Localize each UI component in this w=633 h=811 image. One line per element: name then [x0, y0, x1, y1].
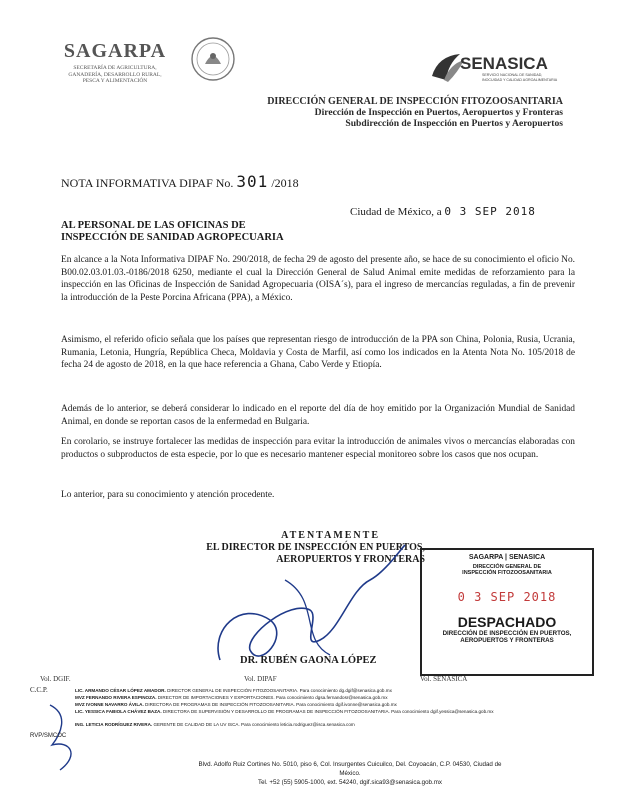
ccp-line — [75, 695, 545, 702]
ccp-label: C.C.P. — [30, 686, 48, 694]
ccp-detail: DIRECTORA DE PROGRAMAS DE INSPECCIÓN FITOZOOSANITARIA. Para conocimiento dgif.ivonne@senasica.gob.mx — [145, 702, 397, 707]
body-paragraph: En corolario, se instruye fortalecer las medidas de inspección para evitar la introducción de animales vivos o mercancías elaboradas con productos o subproductos de esta especie, por lo que es necesario mantener especial monitoreo sobre los casos que nos ocupan. — [61, 437, 575, 460]
footer-address — [190, 760, 510, 787]
ccp-line — [75, 722, 545, 729]
header-line-1: DIRECCIÓN GENERAL DE INSPECCIÓN FITOZOOSANITARIA — [267, 96, 563, 107]
sagarpa-subtitle — [60, 65, 170, 85]
sagarpa-sub-line: SECRETARÍA DE AGRICULTURA, — [73, 65, 157, 71]
recipient-line: AL PERSONAL DE LAS OFICINAS DE — [61, 220, 246, 231]
senasica-wordmark: SENASICA — [460, 54, 548, 73]
nota-number-value: 301 — [236, 172, 269, 191]
ccp-detail: DIRECTORA DE SUPERVISIÓN Y DESARROLLO DE PROGRAMAS DE INSPECCIÓN FITOZOOSANITARIA. Para conocimiento dgif.yessica@senasica.gob.mx — [162, 709, 494, 714]
footer-line: Blvd. Adolfo Ruiz Cortines No. 5010, piso 6, Col. Insurgentes Cuicuilco, Del. Coyoacán, C.P. 04530, Ciudad de México. — [198, 761, 502, 777]
ccp-name: MVZ IVONNE NAVARRO ÁVILA. — [75, 702, 144, 707]
senasica-sub-line: SERVICIO NACIONAL DE SANIDAD, — [482, 73, 543, 77]
ccp-detail: GERENTE DE CALIDAD DE LA UV ISCA. Para conocimiento leticia.rodriguez@isca.senasica.com — [153, 722, 355, 727]
reference-initials: RVP/SMCOC — [30, 733, 67, 739]
body-paragraph: Asimismo, el referido oficio señala que los países que representan riesgo de introducción de la PPA son China, Polonia, Rusia, Ucrania, Rumania, Letonia, Hungría, República Checa, Moldavia y Costa de Marfil, así como los indicados en la Atenta Nota No. 105/2018 de fecha 24 de agosto de 2018, en la que hace referencia a Ghana, Cabo Verde y Etiopía. — [61, 335, 575, 371]
body-paragraph: Además de lo anterior, se deberá considerar lo indicado en el reporte del día de hoy emitido por la Organización Mundial de Sanidad Animal, en donde se reportan casos de la enfermedad en Bulgaria. — [61, 404, 575, 427]
body-paragraph: Lo anterior, para su conocimiento y atención procedente. — [61, 490, 275, 500]
sagarpa-sub-line: GANADERÍA, DESARROLLO RURAL, — [68, 71, 162, 78]
nota-year: /2018 — [271, 176, 299, 190]
ccp-line — [75, 702, 545, 709]
vol-dipaf: Vol. DIPAF — [244, 675, 277, 683]
place-date — [350, 205, 536, 218]
header-line-3: Subdirección de Inspección en Puertos y Aeropuertos — [345, 118, 563, 129]
stamp-directorate — [422, 564, 592, 576]
nota-number — [61, 172, 299, 191]
sagarpa-wordmark: SAGARPA — [63, 40, 167, 62]
stamp-date: 0 3 SEP 2018 — [457, 590, 557, 604]
senasica-sub-line: INOCUIDAD Y CALIDAD AGROALIMENTARIA — [482, 77, 558, 82]
national-seal-icon — [190, 36, 236, 82]
footer-line: Tel. +52 (55) 5905-1000, ext. 54240, dgif.sica93@senasica.gob.mx — [258, 779, 442, 786]
place-label: Ciudad de México, a — [350, 206, 442, 218]
ccp-name: LIC. ARMANDO CÉSAR LÓPEZ AMADOR. — [75, 688, 166, 693]
ccp-detail: DIRECTOR DE IMPORTACIONES Y EXPORTACIONES. Para conocimiento dgsa.fernandosr@senasica.gob.mx — [157, 695, 388, 700]
stamp-office-line: DIRECCIÓN DE INSPECCIÓN EN PUERTOS, — [442, 630, 572, 637]
header-line-2: Dirección de Inspección en Puertos, Aeropuertos y Fronteras — [314, 107, 563, 118]
vol-senasica: Vol. SENASICA — [420, 675, 468, 683]
atentamente: ATENTAMENTE — [281, 530, 380, 541]
institution-header — [267, 96, 563, 129]
senasica-logo — [430, 50, 570, 86]
signer-title-line: AEROPUERTOS Y FRONTERAS — [276, 554, 425, 565]
vol-dgif: Vol. DGIF. — [40, 675, 71, 683]
nota-prefix: NOTA INFORMATIVA DIPAF No. — [61, 176, 234, 190]
ccp-line — [75, 709, 545, 716]
sagarpa-logo — [60, 40, 170, 85]
recipient-line: INSPECCIÓN DE SANIDAD AGROPECUARIA — [61, 232, 284, 243]
stamp-dir-line: INSPECCIÓN FITOZOOSANITARIA — [462, 570, 552, 576]
despachado-stamp — [420, 548, 594, 676]
sagarpa-sub-line: PESCA Y ALIMENTACIÓN — [82, 78, 148, 84]
signer-name: DR. RUBÉN GAONA LÓPEZ — [240, 655, 377, 666]
stamp-office-line: AEROPUERTOS Y FRONTERAS — [460, 637, 554, 644]
ccp-line — [75, 688, 545, 695]
ccp-name: LIC. YESSICA FABIOLA CHÁVEZ BAZA. — [75, 709, 162, 714]
stamp-logos: SAGARPA | SENASICA — [468, 554, 546, 561]
ccp-detail: DIRECTOR GENERAL DE INSPECCIÓN FITOZOOSANITARIA. Para conocimiento dg.dgif@senasica.gob.mx — [167, 688, 392, 693]
senasica-subtitle — [482, 73, 557, 82]
stamp-dir-line: DIRECCIÓN GENERAL DE — [472, 564, 542, 570]
stamp-office — [422, 630, 592, 644]
body-paragraph: En alcance a la Nota Informativa DIPAF No. 290/2018, de fecha 29 de agosto del presente año, se hace de su conocimiento el oficio No. B00.02.03.01.03.-0186/2018 6250, mediante el cual la Dirección General de Salud Animal emite medidas de reforzamiento para la inspección en las Oficinas de Inspección de Sanidad Agropecuaria (OISA´s), para el ingreso de mercancías reguladas, a fin de prevenir la introducción de la Peste Porcina Africana (PPA), a México. — [61, 255, 575, 303]
signer-title-line: EL DIRECTOR DE INSPECCIÓN EN PUERTOS, — [206, 542, 425, 553]
ccp-name: ING. LETICIA RODRÍGUEZ RIVERA. — [75, 722, 153, 727]
recipient — [61, 220, 284, 244]
ccp-name: MVZ FERNANDO RIVERA ESPINOZA. — [75, 695, 157, 700]
date-stamp: 0 3 SEP 2018 — [444, 205, 536, 218]
stamp-despachado: DESPACHADO — [457, 614, 557, 630]
